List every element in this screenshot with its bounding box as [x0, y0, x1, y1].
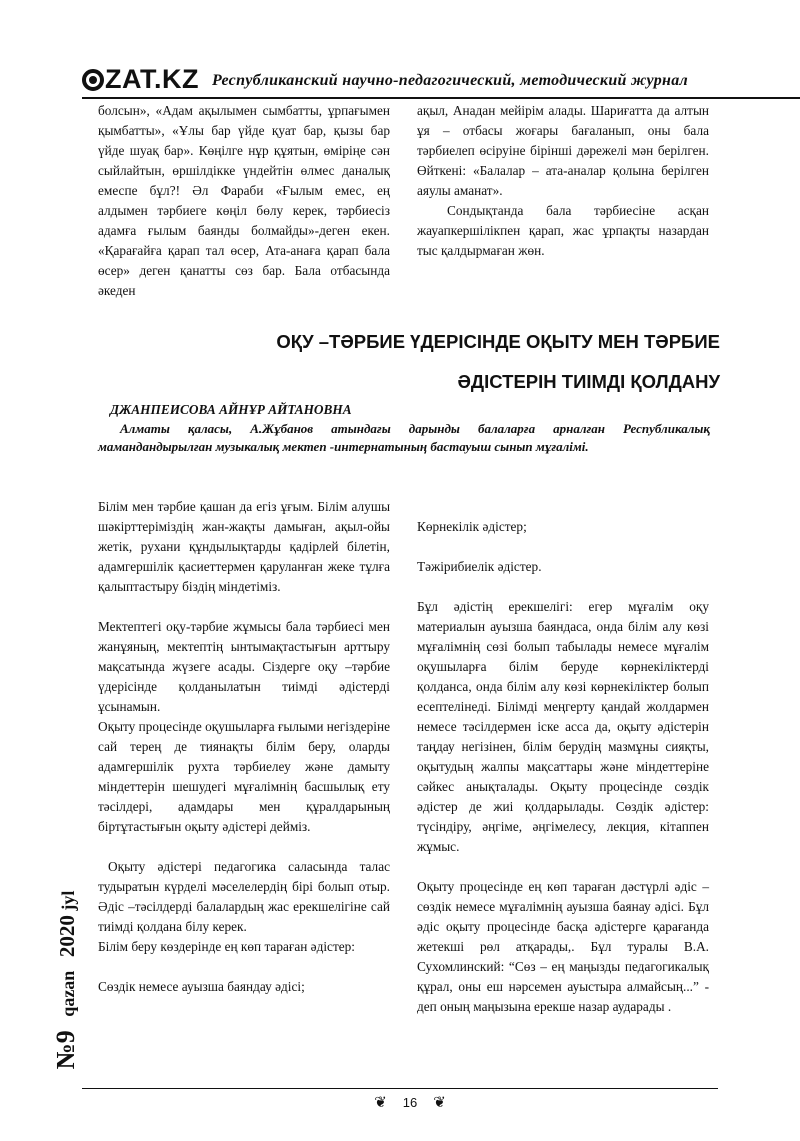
body-right-column — [417, 517, 709, 1017]
paragraph: Оқыту әдістері педагогика саласында талас тудыратын күрделі мәселелердің бірі болып отыр. Әдіс –тәсілдерді балалардың жас ерекшелігіне сай тиімді қолдана білу керек. — [98, 859, 390, 934]
article-title — [80, 322, 720, 402]
top-left-column — [98, 101, 390, 301]
logo-text: ZAT.KZ — [105, 64, 199, 94]
paragraph: Білім беру көздерінде ең көп тараған әдістер: — [98, 939, 356, 954]
paragraph: Білім мен тәрбие қашан да егіз ұғым. Білім алушы шәкірттеріміздің жан-жақты дамыған, ақыл-ойы жетік, рухани құндылықтарды қадірлей білетін, адамгершілік қасиеттермен қаруланған жеке тұлға қалыптастыру біздің міндетіміз. — [98, 499, 390, 594]
issue-year: 2020 — [55, 915, 79, 958]
top-right-column — [417, 101, 709, 261]
issue-month: qazan — [58, 970, 78, 1017]
paragraph: болсын», «Адам ақылымен сымбатты, ұрпағымен қымбатты», «Ұлы бар үйде қуат бар, қызы бар үйде шуақ бар». Көңілге нұр құятын, өміріңе сән сыйлайтын, өршілдікке үндейтін өлмес даналық емеспе бұл?! Әл Фараби «Ғылым емес, ең алдымен тәрбиеге көңіл бөлу керек, тәрбиесіз адамға ғылым баянды болмайды»-деген екен. «Қарағайға қарап тал өсер, Ата-анаға қарап бала өсер» деген қанатты сөз бар. Бала отбасында әкеден — [98, 103, 390, 298]
author-name: ДЖАНПЕИСОВА АЙНҰР АЙТАНОВНА — [110, 402, 352, 417]
ornament-left-icon: ❦ — [374, 1093, 387, 1111]
paragraph: Оқыту процесінде ең көп тараған дәстүрлі әдіс – сөздік немесе мұғалімнің ауызша баянау әдісі. Бұл әдіс оқыту процесінде басқа әдістерге қарағанда жетекші рөл атқарады,. Бұл туралы В.А. Сухомлинский: “Сөз – ең маңызды педагогикалық құрал, оны еш нәрсемен ауыстыра алмайсың...” - деп оның маңызына ерекше назар аударады . — [417, 879, 709, 1014]
title-line-1: ОҚУ –ТӘРБИЕ ҮДЕРІСІНДЕ ОҚЫТУ МЕН ТӘРБИЕ — [276, 331, 720, 352]
journal-header — [82, 62, 800, 98]
footer-divider — [82, 1088, 718, 1089]
issue-prefix: № — [51, 1043, 80, 1070]
paragraph: Сөздік немесе ауызша баяндау әдісі; — [98, 979, 305, 994]
logo-circle-icon — [82, 69, 104, 91]
page-number: 16 — [402, 1094, 418, 1110]
issue-number: 9 — [51, 1030, 80, 1044]
paragraph: Бұл әдістің ерекшелігі: егер мұғалім оқу материалын ауызша баяндаса, онда білім алу көзі мұғалімнің сөзі болып табылады немесе мұғалім оқушыларға білім беруде көрнекіліктерді қолданса, онда білім алу көзі көрнекіліктер болып есептелінеді. Білімді меңгерту қандай жолдармен немесе тәсілдермен іске асса да, оқыту әдістерін таңдау негізінен, білім берудің мазмұны сияқты, оқытудың жалпы мақсаттары және міндеттеріне сәйкес анықталады. Оқыту процесінде сөздік әдістер де жиі қолдарылады. Сөздік әдістер: түсіндіру, әңгіме, әңгімелесу, лекция, кітаппен жұмыс. — [417, 599, 709, 854]
body-left-column — [98, 497, 390, 997]
issue-sidebar — [36, 860, 96, 1100]
journal-subtitle: Республиканский научно-педагогический, методический журнал — [212, 72, 689, 89]
paragraph: Оқыту процесінде оқушыларға ғылыми негіздеріне сай терең де тиянақты білім беру, оларды адамгершілік рухта тәрбиелеу және дамыту міндеттерін шешудегі мұғалімнің басшылық ету тәсілдері, адамдары мен құралдарының біртұтастығын оқыту әдістері дейміз. — [98, 719, 390, 834]
issue-suffix: jyl — [58, 890, 78, 911]
title-line-2: ӘДІСТЕРІН ТИІМДІ ҚОЛДАНУ — [457, 371, 720, 392]
header-divider — [82, 97, 800, 99]
page-footer — [340, 1092, 480, 1112]
paragraph: Мектептегі оқу-тәрбие жұмысы бала тәрбиесі мен жанұяның, мектептің ынтымақтастығын арттыру мақсатында жүзеге асады. Сіздерге оқу –тәрбие үдерісінде қолданылатын тиімді әдістерді ұсынамын. — [98, 619, 390, 714]
paragraph: ақыл, Анадан мейірім алады. Шариғатта да алтын ұя – отбасы жоғары бағаланып, оны бала тәрбиелеп өсіруіне бірінші дәрежелі мән берілген. Өйткені: «Балалар – ата-аналар қолына берілген аяулы аманат». — [417, 103, 709, 198]
paragraph: Тәжірибиелік әдістер. — [417, 559, 542, 574]
paragraph: Көрнекілік әдістер; — [417, 519, 527, 534]
paragraph: Сондықтанда бала тәрбиесіне асқан жауапкершілікпен қарап, жас ұрпақты назардан тыс қалдырмаған жөн. — [417, 203, 709, 258]
author-affiliation: Алматы қаласы, А.Жұбанов атындағы дарынды балаларға арналған Республикалық мамандандырылған музыкалық мектеп -интернатының бастауыш сынып мұғалімі. — [98, 421, 710, 454]
site-logo — [82, 64, 199, 95]
ornament-right-icon: ❦ — [433, 1093, 446, 1111]
